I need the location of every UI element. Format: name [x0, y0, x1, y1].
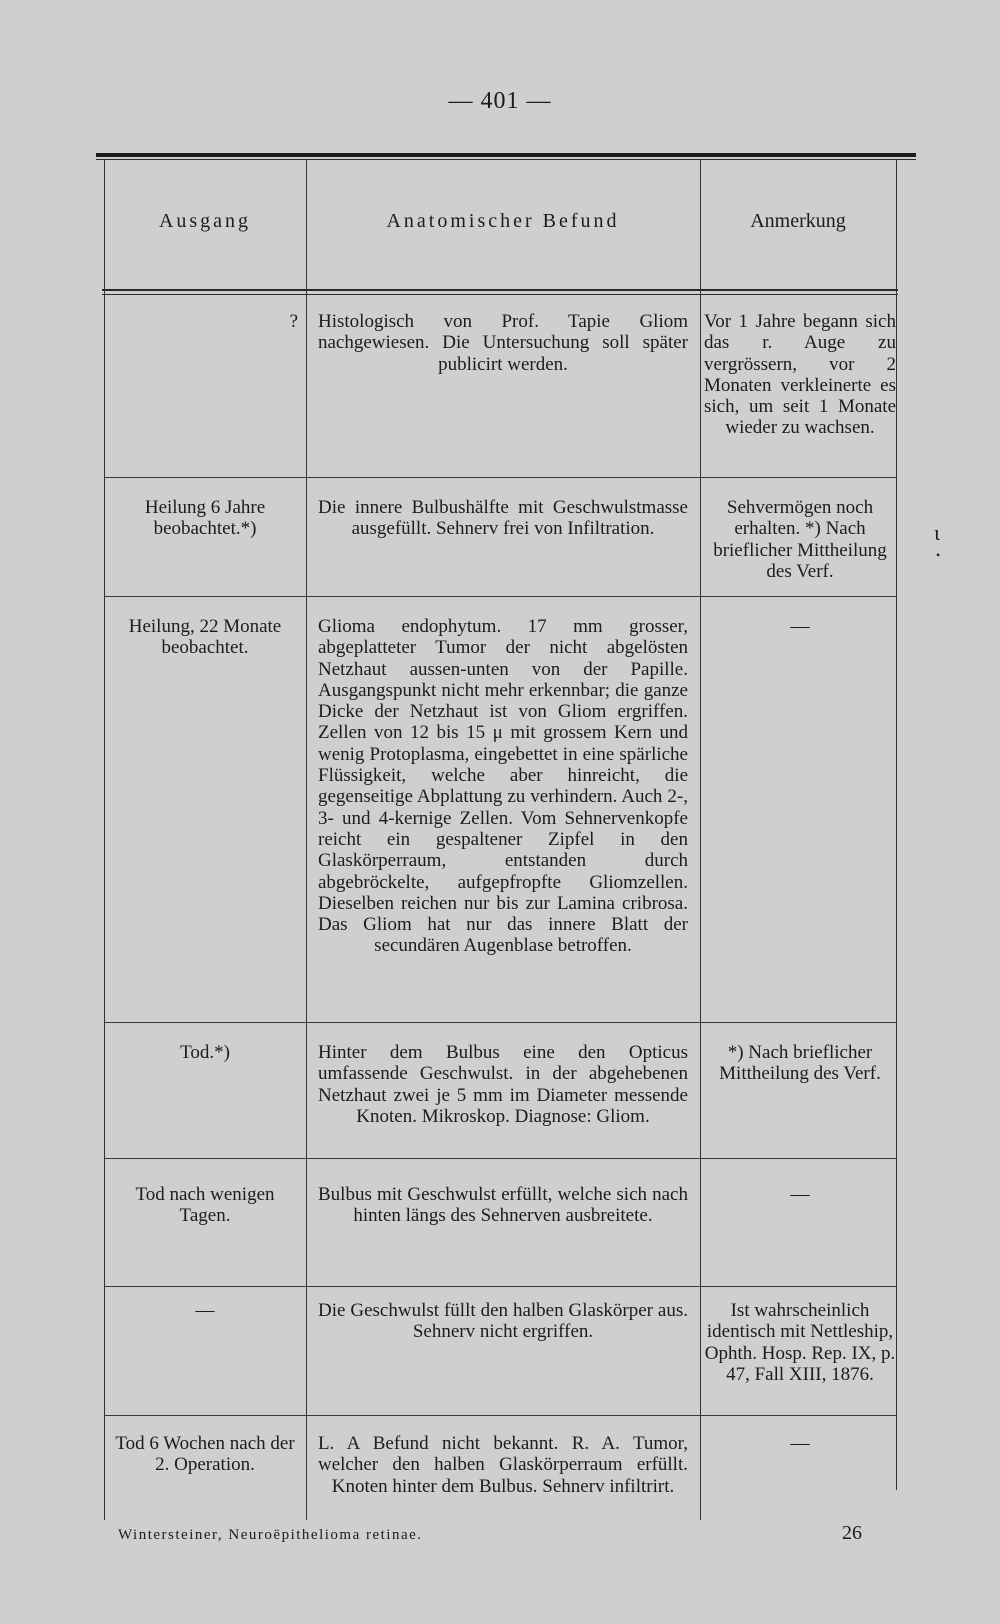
margin-mark: ι [934, 520, 940, 545]
row1-ausgang: ? [289, 311, 298, 332]
header-rule [102, 289, 898, 291]
margin-dot: • [936, 548, 941, 562]
row7-anmerkung: — [790, 1433, 810, 1454]
row-divider [104, 1158, 306, 1159]
row-divider [104, 1415, 306, 1416]
row3-ausgang: Heilung, 22 Monate beobachtet. [128, 616, 282, 659]
row5-anmerkung: — [790, 1184, 810, 1205]
row6-befund: Die Geschwulst füllt den halben Glaskörper aus. Sehnerv nicht ergriffen. [318, 1300, 688, 1343]
row6-anmerkung: Ist wahrscheinlich identisch mit Nettleship, Ophth. Hosp. Rep. IX, p. 47, Fall XIII, 1876. [704, 1300, 896, 1385]
top-rule [96, 153, 916, 157]
row3-befund: Glioma endophytum. 17 mm grosser, abgeplatteter Tumor der nicht abgelösten Netzhaut aussen-unten von der Papille. Ausgangspunkt nicht mehr erkennbar; die ganze Dicke der Netzhaut ist von Gliom ergriffen. Zellen von 12 bis 15 μ mit grossem Kern und wenig Protoplasma, eingebettet in eine spärliche Flüssigkeit, welche aber hinreicht, die gegenseitige Abplattung zu verhindern. Auch 2-, 3- und 4-kernige Zellen. Vom Sehnervenkopfe reicht ein gespaltener Zipfel in den Glaskörperraum, entstanden durch abgebröckelte, aufgepfropfte Gliomzellen. Dieselben reichen nur bis zur Lamina cribrosa. Das Gliom hat nur das innere Blatt der secundären Augenblase betroffen. [318, 616, 688, 957]
footer-signature-number: 26 [842, 1522, 862, 1544]
row-divider [700, 596, 896, 597]
row-divider [306, 1286, 700, 1287]
row-divider [104, 477, 306, 478]
row4-anmerkung: *) Nach brieflicher Mittheilung des Verf. [719, 1042, 881, 1085]
row-divider [306, 596, 700, 597]
footer-running-title: Wintersteiner, Neuroëpithelioma retinae. [118, 1527, 423, 1543]
row-divider [700, 1415, 896, 1416]
column-divider-right [896, 160, 897, 1490]
row4-befund: Hinter dem Bulbus eine den Opticus umfassende Geschwulst. in der abgehebenen Netzhaut zwei je 5 mm im Diameter messende Knoten. Mikroskop. Diagnose: Gliom. [318, 1042, 688, 1127]
row-divider [700, 1286, 896, 1287]
row2-anmerkung: Sehvermögen noch erhalten. *) Nach brieflicher Mittheilung des Verf. [713, 497, 887, 582]
column-divider-2 [700, 160, 701, 1520]
row-divider [104, 1022, 306, 1023]
row1-befund: Histologisch von Prof. Tapie Gliom nachgewiesen. Die Untersuchung soll später publicirt werden. [318, 311, 688, 375]
row2-befund: Die innere Bulbushälfte mit Geschwulstmasse ausgefüllt. Sehnerv frei von Infiltration. [318, 497, 688, 540]
row-divider [104, 596, 306, 597]
header-anmerkung: Anmerkung [750, 210, 846, 232]
row-divider [104, 1286, 306, 1287]
top-rule-thin [96, 159, 916, 160]
row5-befund: Bulbus mit Geschwulst erfüllt, welche sich nach hinten längs des Sehnerven ausbreitete. [318, 1184, 688, 1227]
column-divider-left [104, 160, 105, 1520]
row7-ausgang: Tod 6 Wochen nach der 2. Operation. [115, 1433, 295, 1476]
row-divider [306, 1022, 700, 1023]
row-divider [700, 1158, 896, 1159]
row-divider [700, 1022, 896, 1023]
header-rule-thin [102, 294, 898, 295]
row-divider [306, 477, 700, 478]
row1-anmerkung: Vor 1 Jahre begann sich das r. Auge zu vergrössern, vor 2 Monaten verkleinerte es sich, um seit 1 Monate wieder zu wachsen. [704, 311, 896, 439]
row6-ausgang: — [195, 1300, 215, 1321]
row-divider [306, 1158, 700, 1159]
row-divider [306, 1415, 700, 1416]
row2-ausgang: Heilung 6 Jahre beobachtet.*) [144, 497, 266, 540]
row5-ausgang: Tod nach wenigen Tagen. [135, 1184, 275, 1227]
row-divider [700, 477, 896, 478]
column-divider-1 [306, 160, 307, 1520]
row4-ausgang: Tod.*) [180, 1042, 230, 1063]
page-number: — 401 — [448, 88, 552, 114]
header-befund: Anatomischer Befund [386, 210, 620, 232]
row3-anmerkung: — [790, 616, 810, 637]
row7-befund: L. A Befund nicht bekannt. R. A. Tumor, welcher den halben Glaskörperraum erfüllt. Knoten hinter dem Bulbus. Sehnerv infiltrirt. [318, 1433, 688, 1497]
header-ausgang: Ausgang [158, 210, 252, 232]
